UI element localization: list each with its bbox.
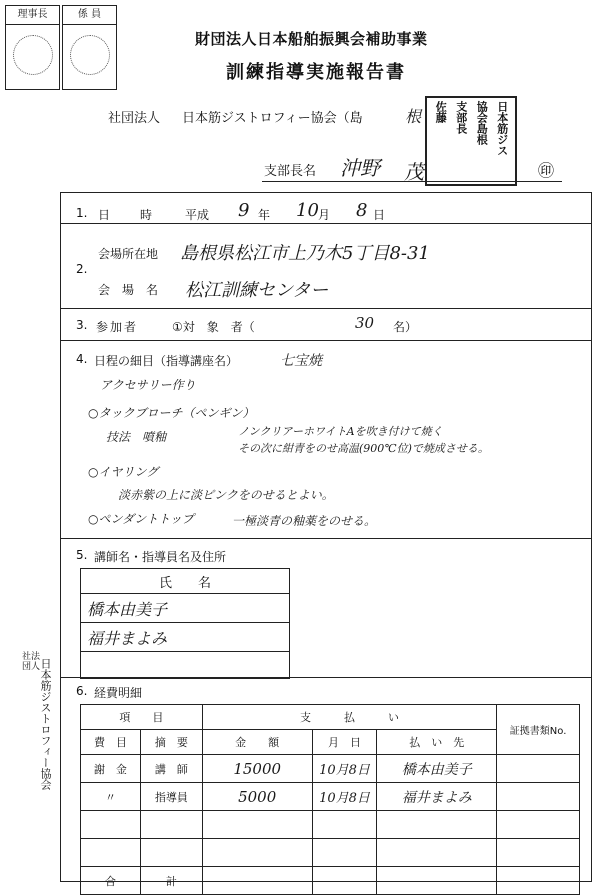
expense-empty-cell <box>140 811 202 839</box>
participants-unit: 名） <box>393 320 418 334</box>
schedule-line: 技法 噴釉 <box>106 430 167 444</box>
branch-name-2: 茂 <box>404 160 424 184</box>
row-divider <box>61 340 591 341</box>
org-name-handwritten: 根 <box>405 107 422 126</box>
side-org-prefix: 社法団人 <box>22 652 41 672</box>
document-subtitle: 財団法人日本船舶振興会補助事業 <box>195 30 428 48</box>
approval-staff-box <box>62 5 117 90</box>
section3-number: 3. <box>76 318 88 332</box>
branch-stamp <box>425 96 517 186</box>
schedule-line: 淡赤紫の上に淡ピンクをのせるとよい。 <box>118 488 334 502</box>
approval-seal-icon <box>13 35 53 75</box>
document-title: 訓練指導実施報告書 <box>226 62 406 83</box>
instructor-table <box>80 568 290 679</box>
date-day: 8 <box>356 200 368 221</box>
expense-empty-cell <box>202 839 312 867</box>
expense-cost: 〃 <box>81 783 141 811</box>
expense-empty-cell <box>202 811 312 839</box>
total-amount <box>202 867 312 895</box>
schedule-line: ○イヤリング <box>88 465 159 479</box>
col-cost: 費 目 <box>81 730 141 755</box>
expense-empty-cell <box>312 811 377 839</box>
col-payment: 支 払 い <box>202 705 496 730</box>
schedule-line: その次に紺青をのせ高温(900℃位)で焼成させる。 <box>238 442 489 455</box>
expense-empty-cell <box>377 839 497 867</box>
expense-desc: 指導員 <box>140 783 202 811</box>
schedule-line: ○ペンダントトップ <box>88 512 194 526</box>
row-divider <box>61 538 591 539</box>
instructor-name: 福井まよみ <box>81 623 290 652</box>
section2-number: 2. <box>76 262 88 276</box>
branch-seal-mark: ㊞ <box>538 161 555 180</box>
expense-desc: 講 師 <box>140 755 202 783</box>
expense-empty-cell <box>312 839 377 867</box>
expense-amount: 15000 <box>202 755 312 783</box>
approval-director-box <box>5 5 60 90</box>
branch-label: 支部長名 <box>264 164 317 179</box>
participants-label: 参加者 <box>96 320 139 334</box>
col-date: 月 日 <box>312 730 377 755</box>
branch-name: 沖野 <box>340 156 380 180</box>
expense-date: 10月8日 <box>312 783 377 811</box>
participants-sub: ①対 象 者（ <box>172 320 255 334</box>
col-proof: 証拠書類No. <box>497 705 580 755</box>
expense-proof <box>497 755 580 783</box>
venue-label: 会 場 名 <box>98 283 159 297</box>
instructors-label: 講師名・指導員名及住所 <box>94 550 227 564</box>
stamp-text: 佐藤 <box>434 101 448 123</box>
section4-number: 4. <box>76 352 88 366</box>
expense-empty-cell <box>140 839 202 867</box>
total-empty <box>497 867 580 895</box>
instructor-name-empty <box>81 652 290 679</box>
date-year-unit: 年 <box>258 208 271 222</box>
schedule-line: アクセサリー作り <box>100 378 196 392</box>
expense-cost: 謝 金 <box>81 755 141 783</box>
expense-empty-cell <box>81 839 141 867</box>
schedule-label: 日程の細目（指導講座名） <box>94 354 239 368</box>
expense-payee: 橋本由美子 <box>377 755 497 783</box>
schedule-line: 一極淡青の釉薬をのせる。 <box>232 514 377 528</box>
instructor-name: 橋本由美子 <box>81 594 290 623</box>
approval-staff-label: 係 員 <box>63 6 116 25</box>
venue-value: 松江訓練センター <box>185 280 329 301</box>
expense-empty-cell <box>497 839 580 867</box>
expenses-label: 経費明細 <box>94 686 143 700</box>
course-name: 七宝焼 <box>280 353 322 369</box>
row-divider <box>61 308 591 309</box>
org-prefix: 社団法人 <box>108 111 161 126</box>
total-empty <box>377 867 497 895</box>
instructor-col-header: 氏 名 <box>81 569 290 594</box>
expense-payee: 福井まよみ <box>377 783 497 811</box>
date-day-unit: 日 <box>373 208 386 222</box>
approval-seal-icon <box>70 35 110 75</box>
participants-count: 30 <box>355 314 375 332</box>
schedule-line: ○タックブローチ（ペンギン） <box>88 406 255 420</box>
address-label: 会場所在地 <box>98 247 159 261</box>
expense-amount: 5000 <box>202 783 312 811</box>
expense-empty-cell <box>81 811 141 839</box>
approval-director-label: 理事長 <box>6 6 59 25</box>
side-org-name: 日本筋ジストロフィー協会 <box>39 658 52 790</box>
date-year: 9 <box>238 200 250 221</box>
section1-number: 1. <box>76 206 88 220</box>
date-era: 平成 <box>185 208 210 222</box>
expense-table <box>80 704 580 895</box>
col-payee: 払 い 先 <box>377 730 497 755</box>
date-month: 10 <box>296 200 319 221</box>
section6-number: 6. <box>76 684 88 698</box>
expense-date: 10月8日 <box>312 755 377 783</box>
date-label: 日 時 <box>98 208 155 222</box>
expense-empty-cell <box>497 811 580 839</box>
col-desc: 摘 要 <box>140 730 202 755</box>
expense-empty-cell <box>377 811 497 839</box>
col-amount: 金 額 <box>202 730 312 755</box>
row-divider <box>61 223 591 224</box>
section5-number: 5. <box>76 548 88 562</box>
total-label-a: 合 <box>81 867 141 895</box>
org-name: 日本筋ジストロフィー協会（島 <box>182 111 363 126</box>
stamp-text: 支部長 <box>454 101 468 134</box>
total-empty <box>312 867 377 895</box>
stamp-text: 日本筋ジス <box>495 101 509 156</box>
total-label-b: 計 <box>140 867 202 895</box>
expense-proof <box>497 783 580 811</box>
col-item: 項 目 <box>81 705 203 730</box>
address-value: 島根県松江市上乃木5丁目8-31 <box>180 243 430 264</box>
branch-underline <box>262 181 562 182</box>
date-month-unit: 月 <box>318 208 331 222</box>
schedule-line: ノンクリアーホワイトAを吹き付けて焼く <box>238 425 443 438</box>
stamp-text: 協会島根 <box>475 101 489 145</box>
